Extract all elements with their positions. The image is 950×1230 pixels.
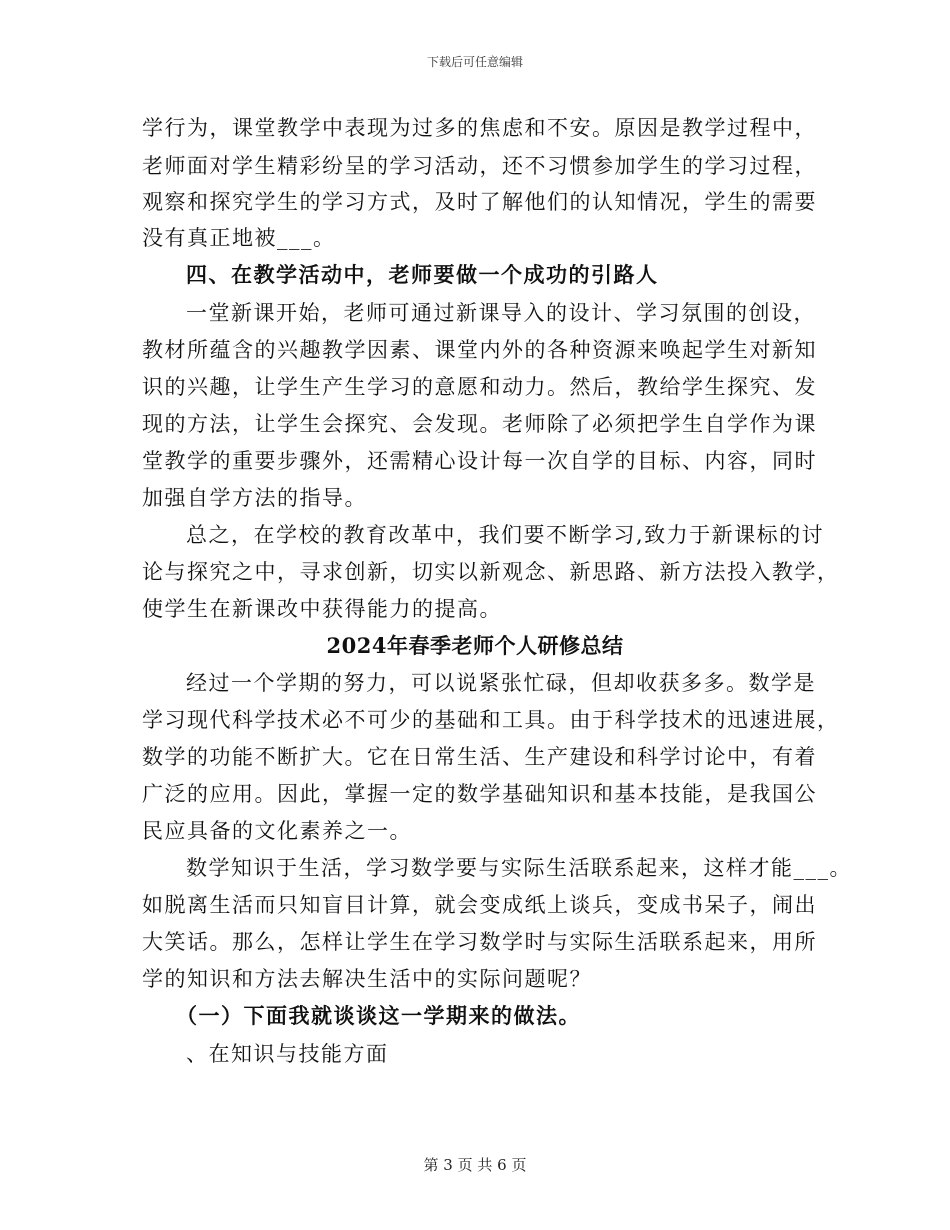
page-footer: 第 3 页 共 6 页 [423, 1156, 527, 1174]
body-line: 学习现代科学技术必不可少的基础和工具。由于科学技术的迅速进展， [142, 708, 840, 732]
body-line: 大笑话。那么，怎样让学生在学习数学时与实际生活联系起来，用所 [142, 930, 817, 954]
body-line: 加强自学方法的指导。 [142, 486, 367, 510]
body-line: 现的方法，让学生会探究、会发现。老师除了必须把学生自学作为课 [142, 412, 817, 436]
body-line: 学的知识和方法去解决生活中的实际问题呢？ [142, 967, 592, 991]
body-line: 如脱离生活而只知盲目计算，就会变成纸上谈兵，变成书呆子，闹出 [142, 893, 817, 917]
body-line: 学行为，课堂教学中表现为过多的焦虑和不安。原因是教学过程中， [142, 116, 817, 140]
page-header: 下载后可任意编辑 [426, 55, 523, 69]
body-line: 教材所蕴含的兴趣教学因素、课堂内外的各种资源来唤起学生对新知 [142, 338, 817, 362]
body-line: 、在知识与技能方面 [186, 1042, 389, 1066]
body-line: 老师面对学生精彩纷呈的学习活动，还不习惯参加学生的学习过程， [142, 154, 817, 178]
body-line: 识的兴趣，让学生产生学习的意愿和动力。然后，教给学生探究、发 [142, 375, 817, 399]
body-line: 论与探究之中，寻求创新，切实以新观念、新思路、新方法投入教学， [142, 560, 840, 584]
body-line: 一堂新课开始，老师可通过新课导入的设计、学习氛围的创设， [186, 301, 816, 325]
body-line: 数学的功能不断扩大。它在日常生活、生产建设和科学讨论中，有着 [142, 745, 817, 769]
section-heading: （一）下面我就谈谈这一学期来的做法。 [176, 1003, 581, 1028]
body-line: 民应具备的文化素养之一。 [142, 819, 412, 843]
body-line: 经过一个学期的努力，可以说紧张忙碌，但却收获多多。数学是 [186, 671, 816, 695]
body-line: 堂教学的重要步骤外，还需精心设计每一次自学的目标、内容，同时 [142, 449, 817, 473]
body-line: 总之，在学校的教育改革中，我们要不断学习,致力于新课标的讨 [186, 523, 825, 547]
body-line: 使学生在新课改中获得能力的提高。 [142, 597, 502, 621]
body-line: 数学知识于生活，学习数学要与实际生活联系起来，这样才能___。 [186, 856, 852, 880]
body-line: 观察和探究学生的学习方式，及时了解他们的认知情况，学生的需要 [142, 190, 817, 214]
section-heading: 四、在教学活动中，老师要做一个成功的引路人 [186, 262, 659, 287]
body-line: 没有真正地被___。 [142, 226, 336, 250]
document-title: 2024年春季老师个人研修总结 [326, 633, 624, 658]
body-line: 广泛的应用。因此，掌握一定的数学基础知识和基本技能，是我国公 [142, 782, 817, 806]
